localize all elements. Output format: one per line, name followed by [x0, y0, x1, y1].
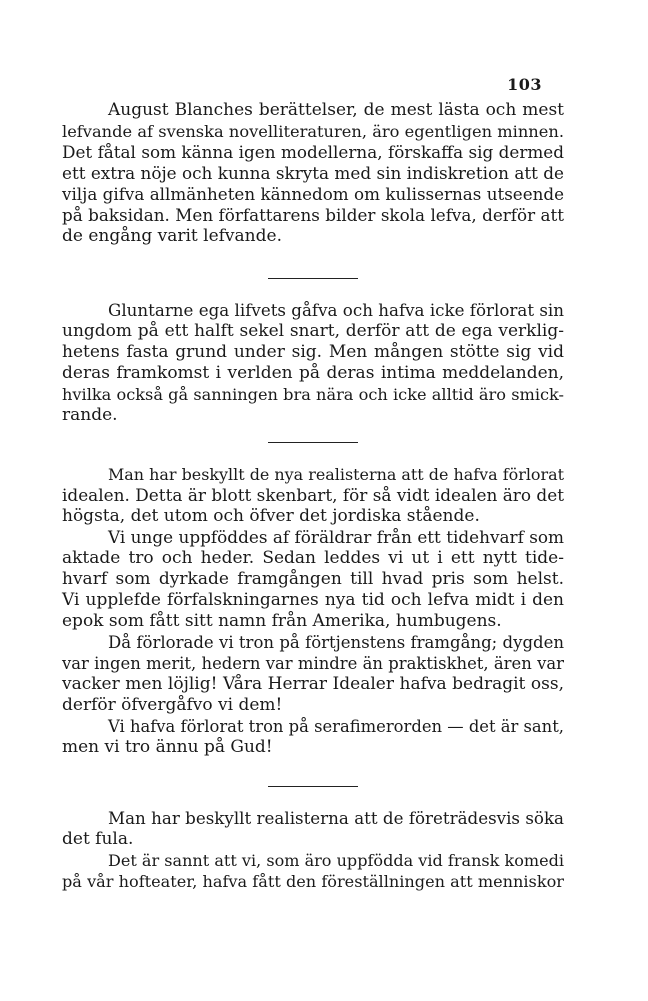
text-line: Gluntarne ega lifvets gåfva och hafva icke förlorat sin [108, 301, 564, 320]
paragraph [62, 464, 564, 758]
text-line: Man har beskyllt realisterna att de företrädesvis söka [108, 809, 564, 828]
paragraph [62, 300, 564, 426]
text-line: hetens fasta grund under sig. Men mången stötte sig vid [62, 342, 564, 362]
text-line: Då förlorade vi tron på förtjenstens framgång; dygden [108, 633, 564, 652]
text-line: August Blanches berättelser, de mest lästa och mest [108, 100, 564, 120]
text-line: Det fåtal som känna igen modellerna, förskaffa sig dermed [62, 142, 564, 162]
text-line: Vi upplefde förfalskningarnes nya tid och lefva midt i den [62, 590, 564, 610]
section-divider [268, 442, 358, 443]
text-line: deras framkomst i verlden på deras intima meddelanden, [62, 363, 564, 383]
section-divider [268, 278, 358, 279]
text-line: det fula. [62, 829, 134, 849]
section-3 [62, 464, 564, 758]
text-line: Vi hafva förlorat tron på serafimerorden — det är sant, [108, 717, 564, 736]
text-line: vacker men löjlig! Våra Herrar Idealer hafva bedragit oss, [62, 674, 564, 694]
section-2 [62, 300, 564, 426]
text-line: aktade tro och heder. Sedan leddes vi ut i ett nytt tide- [62, 548, 564, 568]
section-1 [62, 100, 564, 247]
text-line: på baksidan. Men författarens bilder skola lefva, derför att [62, 205, 564, 225]
text-line: de engång varit lefvande. [62, 226, 282, 246]
section-4 [62, 808, 564, 892]
text-line: Man har beskyllt de nya realisterna att de hafva förlorat [108, 465, 564, 484]
text-line: rande. [62, 405, 118, 425]
page-number: 103 [507, 75, 542, 94]
text-line: vilja gifva allmänheten kännedom om kulissernas utseende [62, 184, 564, 204]
text-line: Det är sannt att vi, som äro uppfödda vid fransk komedi [108, 851, 564, 870]
text-line: derför öfvergåfvo vi dem! [62, 695, 283, 715]
text-line: men vi tro ännu på Gud! [62, 737, 273, 757]
paragraph [62, 808, 564, 892]
text-line: högsta, det utom och öfver det jordiska stående. [62, 506, 480, 526]
text-line: på vår hofteater, hafva fått den föreställningen att menniskor [62, 872, 564, 891]
text-line: lefvande af svenska novelliteraturen, äro egentligen minnen. [62, 122, 564, 141]
text-line: Vi unge uppföddes af föräldrar från ett tidehvarf som [108, 527, 564, 547]
text-line: epok som fått sitt namn från Amerika, humbugens. [62, 611, 502, 631]
text-line: ungdom på ett halft sekel snart, derför att de ega verklig- [62, 321, 564, 341]
paragraph [62, 100, 564, 247]
section-divider [268, 786, 358, 787]
text-line: hvilka också gå sanningen bra nära och icke alltid äro smick- [62, 385, 564, 404]
text-line: ett extra nöje och kunna skryta med sin indiskretion att de [62, 163, 564, 183]
text-line: var ingen merit, hedern var mindre än praktiskhet, ären var [62, 654, 564, 673]
text-line: hvarf som dyrkade framgången till hvad pris som helst. [62, 569, 564, 589]
text-line: idealen. Detta är blott skenbart, för så vidt idealen äro det [62, 485, 564, 505]
